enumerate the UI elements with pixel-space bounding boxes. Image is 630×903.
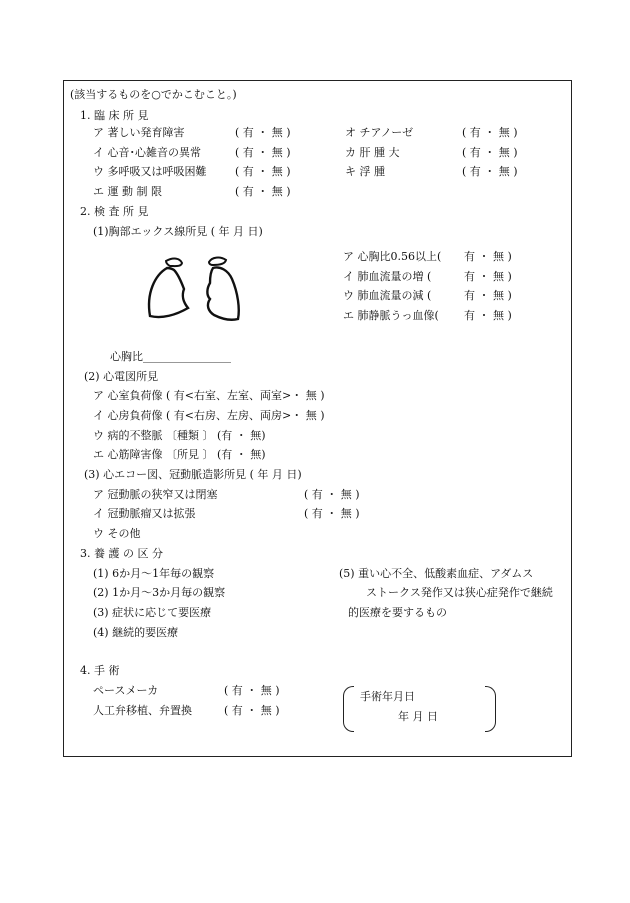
- xray-item-option[interactable]: 有 ・ 無 ): [464, 270, 512, 283]
- ecg-title: (2) 心電図所見: [84, 370, 159, 383]
- chest-xray-sketch: [140, 253, 250, 333]
- finding-item-option[interactable]: ( 有 ・ 無 ): [235, 185, 291, 198]
- section-1-heading: 1. 臨 床 所 見: [80, 109, 149, 122]
- finding-item-label: ウ 多呼吸又は呼吸困難: [93, 165, 207, 178]
- echo-item-label: ウ その他: [93, 527, 141, 540]
- finding-item-label: ア 著しい発育障害: [93, 126, 185, 139]
- section-3-heading: 3. 養 護 の 区 分: [80, 547, 163, 560]
- care-category-item[interactable]: (4) 継続的要医療: [93, 626, 179, 639]
- care-category-item-5-cont: ストークス発作又は狭心症発作で継続: [366, 586, 553, 599]
- finding-item-label: カ 肝 腫 大: [345, 146, 400, 159]
- surgery-item-option[interactable]: ( 有 ・ 無 ): [224, 684, 280, 697]
- surgery-date-field[interactable]: 年 月 日: [398, 710, 438, 723]
- cardiothoracic-ratio-field[interactable]: 心胸比________________: [110, 350, 231, 363]
- care-category-item[interactable]: (2) 1か月～3か月毎の観察: [93, 586, 226, 599]
- xray-item-label: エ 肺静脈うっ血像(: [343, 309, 439, 322]
- surgery-item-label: 人工弁移植、弁置換: [93, 704, 192, 717]
- surgery-item-label: ペースメーカ: [93, 684, 159, 697]
- ecg-item[interactable]: イ 心房負荷像 ( 有<右房、左房、両房>・ 無 ): [93, 409, 325, 422]
- surgery-date-label: 手術年月日: [360, 690, 415, 703]
- xray-item-option[interactable]: 有 ・ 無 ): [464, 309, 512, 322]
- finding-item-label: イ 心音･心雑音の異常: [93, 146, 201, 159]
- finding-item-label: オ チアノーゼ: [345, 126, 414, 139]
- echo-item-option[interactable]: ( 有 ・ 無 ): [304, 507, 360, 520]
- ecg-item[interactable]: ウ 病的不整脈 〔種類 〕 (有 ・ 無): [93, 429, 266, 442]
- xray-item-label: ウ 肺血流量の減 (: [343, 289, 432, 302]
- echo-item-label: イ 冠動脈瘤又は拡張: [93, 507, 196, 520]
- finding-item-option[interactable]: ( 有 ・ 無 ): [235, 165, 291, 178]
- echo-item-label: ア 冠動脈の狭窄又は閉塞: [93, 488, 218, 501]
- finding-item-label: キ 浮 腫: [345, 165, 385, 178]
- date-bracket-left: [343, 686, 354, 732]
- finding-item-option[interactable]: ( 有 ・ 無 ): [462, 126, 518, 139]
- xray-title: (1)胸部エックス線所見 ( 年 月 日): [93, 225, 263, 238]
- xray-item-option[interactable]: 有 ・ 無 ): [464, 250, 512, 263]
- finding-item-option[interactable]: ( 有 ・ 無 ): [235, 146, 291, 159]
- finding-item-option[interactable]: ( 有 ・ 無 ): [462, 146, 518, 159]
- care-category-item-5[interactable]: (5) 重い心不全、低酸素血症、アダムス: [339, 567, 534, 580]
- care-category-item[interactable]: (1) 6か月～1年毎の観察: [93, 567, 215, 580]
- surgery-item-option[interactable]: ( 有 ・ 無 ): [224, 704, 280, 717]
- care-category-item[interactable]: (3) 症状に応じて要医療: [93, 606, 212, 619]
- ecg-item[interactable]: ア 心室負荷像 ( 有<右室、左室、両室>・ 無 ): [93, 389, 325, 402]
- section-4-heading: 4. 手 術: [80, 664, 120, 677]
- date-bracket-right: [485, 686, 496, 732]
- instruction-text: (該当するものを○でかこむこと。): [70, 88, 237, 101]
- xray-item-label: ア 心胸比0.56以上(: [343, 250, 442, 263]
- echo-title: (3) 心エコー図、冠動脈造影所見 ( 年 月 日): [84, 468, 302, 481]
- xray-item-option[interactable]: 有 ・ 無 ): [464, 289, 512, 302]
- section-2-heading: 2. 検 査 所 見: [80, 205, 149, 218]
- care-category-item-5-cont: 的医療を要するもの: [348, 606, 447, 619]
- echo-item-option[interactable]: ( 有 ・ 無 ): [304, 488, 360, 501]
- finding-item-option[interactable]: ( 有 ・ 無 ): [462, 165, 518, 178]
- ecg-item[interactable]: エ 心筋障害像 〔所見 〕 (有 ・ 無): [93, 448, 266, 461]
- finding-item-label: エ 運 動 制 限: [93, 185, 162, 198]
- finding-item-option[interactable]: ( 有 ・ 無 ): [235, 126, 291, 139]
- xray-item-label: イ 肺血流量の増 (: [343, 270, 432, 283]
